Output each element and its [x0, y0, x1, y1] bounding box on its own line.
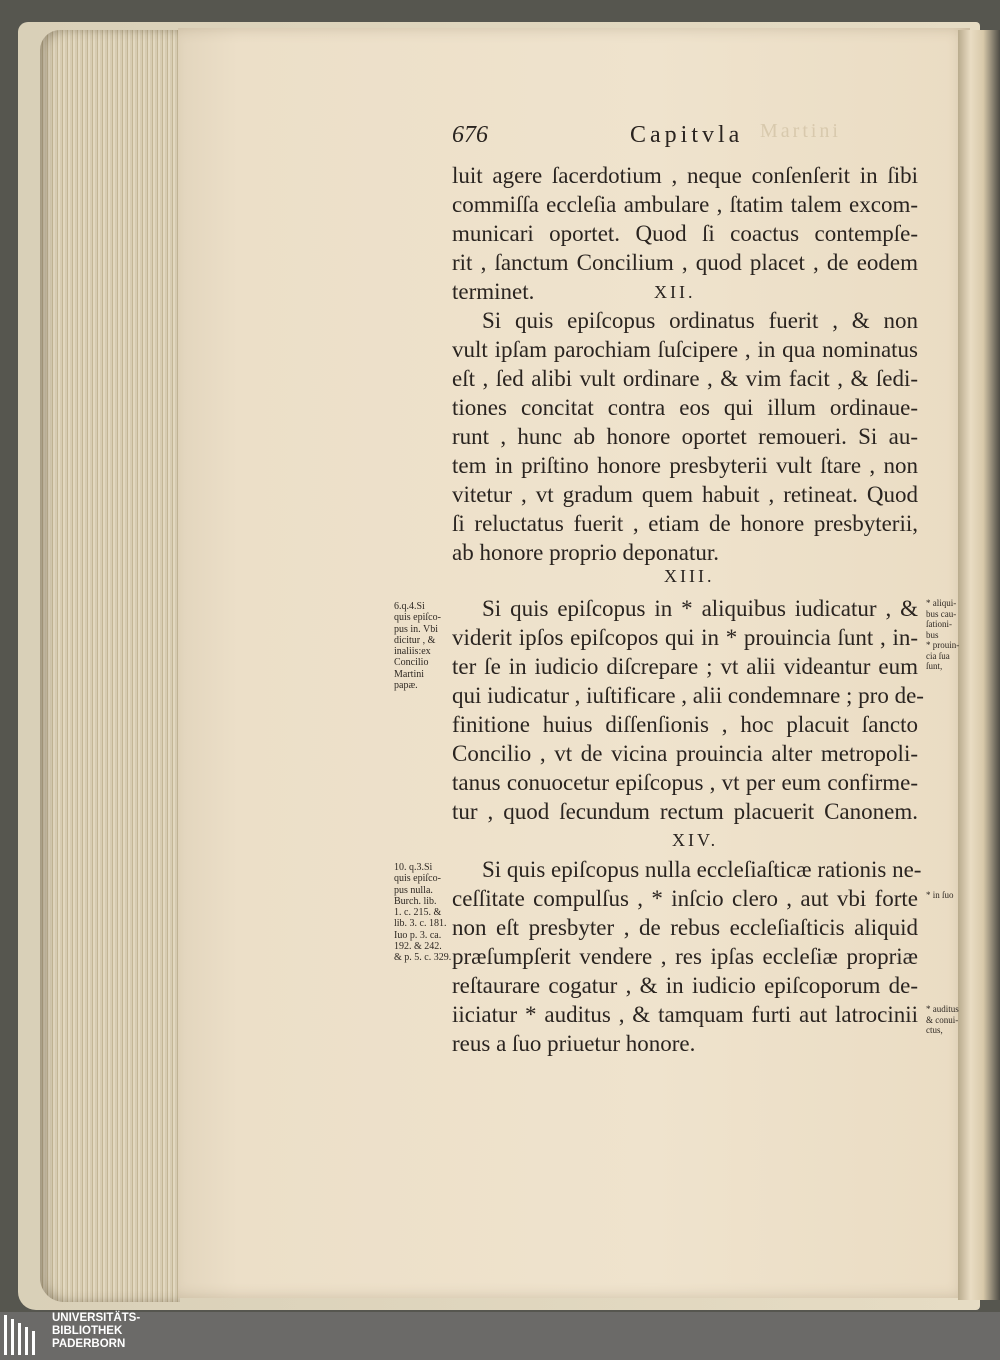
note-line: ctus,: [926, 1025, 943, 1035]
text-line: tanus conuocetur epiſcopus , vt per eum confirme-: [452, 770, 918, 795]
text-line: finitione huius diſſenſionis , hoc placuit ſancto: [452, 712, 918, 737]
facing-page-edge: [958, 30, 1000, 1300]
note-line: & p. 5. c. 329.: [394, 952, 452, 964]
text-line: tur , quod ſecundum rectum placuerit Canonem.: [452, 799, 918, 824]
note-line: Burch. lib.: [394, 895, 437, 907]
text-line: Concilio , vt de vicina prouincia alter metropoli-: [452, 741, 918, 766]
note-line: Iuo p. 3. ca.: [394, 929, 442, 941]
note-line: & conui-: [926, 1014, 959, 1025]
logo-line: PADERBORN: [52, 1338, 126, 1350]
library-logo-text: [52, 1312, 140, 1351]
text-line: tem in priſtino honore presbyterii vult ſtare , non: [452, 453, 918, 478]
note-line: Martini: [394, 668, 424, 680]
library-logo-icon: [2, 1313, 42, 1357]
note-line: quis epiſco-: [394, 873, 441, 885]
text-line: reus a ſuo priuetur honore.: [452, 1031, 696, 1056]
note-line: dicitur , &: [394, 634, 436, 646]
note-line: pus in. Vbi: [394, 623, 438, 635]
note-line: 10. q.3.Si: [394, 862, 433, 873]
logo-line: UNIVERSITÄTS-: [52, 1312, 141, 1324]
page-edges: [40, 30, 180, 1302]
text-line: municari oportet. Quod ſi coactus contempſe-: [452, 221, 918, 246]
text-line: non eſt presbyter , de rebus eccleſiaſticis aliquid: [452, 915, 918, 940]
margin-note-left-xiii: [394, 601, 441, 691]
note-line: ſationi-: [926, 619, 952, 629]
note-line: ſunt,: [926, 661, 943, 671]
note-line: papæ.: [394, 680, 418, 692]
chapter-heading-xiv: XIV.: [672, 830, 719, 850]
text-line: runt , hunc ab honore oportet remoueri. Si au-: [452, 424, 918, 449]
page-number: 676: [452, 122, 488, 148]
running-head: [452, 122, 782, 156]
chapter-heading-xii: XII.: [654, 282, 696, 302]
library-footer: [0, 1312, 1000, 1360]
text-line: rit , ſanctum Concilium , quod placet , de eodem: [452, 250, 918, 275]
text-line: Si quis epiſcopus nulla eccleſiaſticæ rationis ne-: [482, 857, 922, 882]
text-line: ab honore proprio deponatur.: [452, 540, 719, 565]
note-line: 1. c. 215. &: [394, 907, 442, 919]
text-line: vitetur , vt gradum quem habuit , retineat. Quod: [452, 482, 918, 507]
text-line: eſt , ſed alibi vult ordinare , & vim facit , & ſedi-: [452, 366, 918, 391]
note-line: bus cau-: [926, 608, 957, 619]
text-line: terminet.: [452, 279, 535, 304]
note-line: 192. & 242.: [394, 941, 442, 953]
text-line: vult ipſam parochiam ſuſcipere , in qua nominatus: [452, 337, 918, 362]
note-line: bus: [926, 629, 939, 640]
note-line: Concilio: [394, 657, 429, 669]
text-line: viderit ipſos epiſcopos qui in * prouincia ſunt , in-: [452, 625, 918, 650]
text-line: reſtaurare cogatur , & in iudicio epiſcoporum de-: [452, 973, 918, 998]
note-line: inaliis:ex: [394, 646, 431, 658]
text-line: luit agere ſacerdotium , neque conſenſerit in ſibi: [452, 163, 918, 188]
note-line: * auditus: [926, 1004, 959, 1014]
bleed-through-text: Martini: [760, 120, 841, 142]
text-line: commiſſa eccleſia ambulare , ſtatim talem excom-: [452, 192, 918, 217]
margin-note-right-xiv-2: [926, 1004, 959, 1036]
note-line: * aliqui-: [926, 598, 957, 608]
note-line: quis epiſco-: [394, 612, 441, 624]
logo-line: BIBLIOTHEK: [52, 1325, 123, 1337]
running-title: Capitvla: [630, 122, 744, 148]
text-line: ceſſitate compulſus , * inſcio clero , aut vbi forte: [452, 886, 918, 911]
text-line: Si quis epiſcopus ordinatus fuerit , & non: [482, 308, 918, 333]
text-line: ter ſe in iudicio diſcrepare ; vt alii videantur eum: [452, 654, 918, 679]
text-line: ſi reluctatus fuerit , etiam de honore presbyterii,: [452, 511, 918, 536]
note-line: * prouin-: [926, 640, 960, 650]
note-line: pus nulla.: [394, 884, 433, 896]
note-line: cia ſua: [926, 650, 950, 661]
text-line: qui iudicatur , iuſtificare , alii condemnare ; pro de-: [452, 683, 924, 708]
chapter-heading-xiii: XIII.: [664, 566, 715, 586]
margin-note-left-xiv: [394, 862, 451, 964]
note-line: lib. 3. c. 181.: [394, 918, 447, 930]
text-line: iiciatur * auditus , & tamquam furti aut latrocinii: [452, 1002, 918, 1027]
text-line: præſumpſerit vendere , res ipſas eccleſiæ propriæ: [452, 944, 918, 969]
text-line: Si quis epiſcopus in * aliquibus iudicatur , &: [482, 596, 918, 621]
margin-note-right-xiii: [926, 598, 959, 672]
note-line: 6.q.4.Si: [394, 601, 425, 612]
text-line: tiones concitat contra eos qui illum ordinaue-: [452, 395, 918, 420]
note-line: * in ſuo: [926, 890, 954, 900]
margin-note-right-xiv-1: [926, 890, 954, 901]
